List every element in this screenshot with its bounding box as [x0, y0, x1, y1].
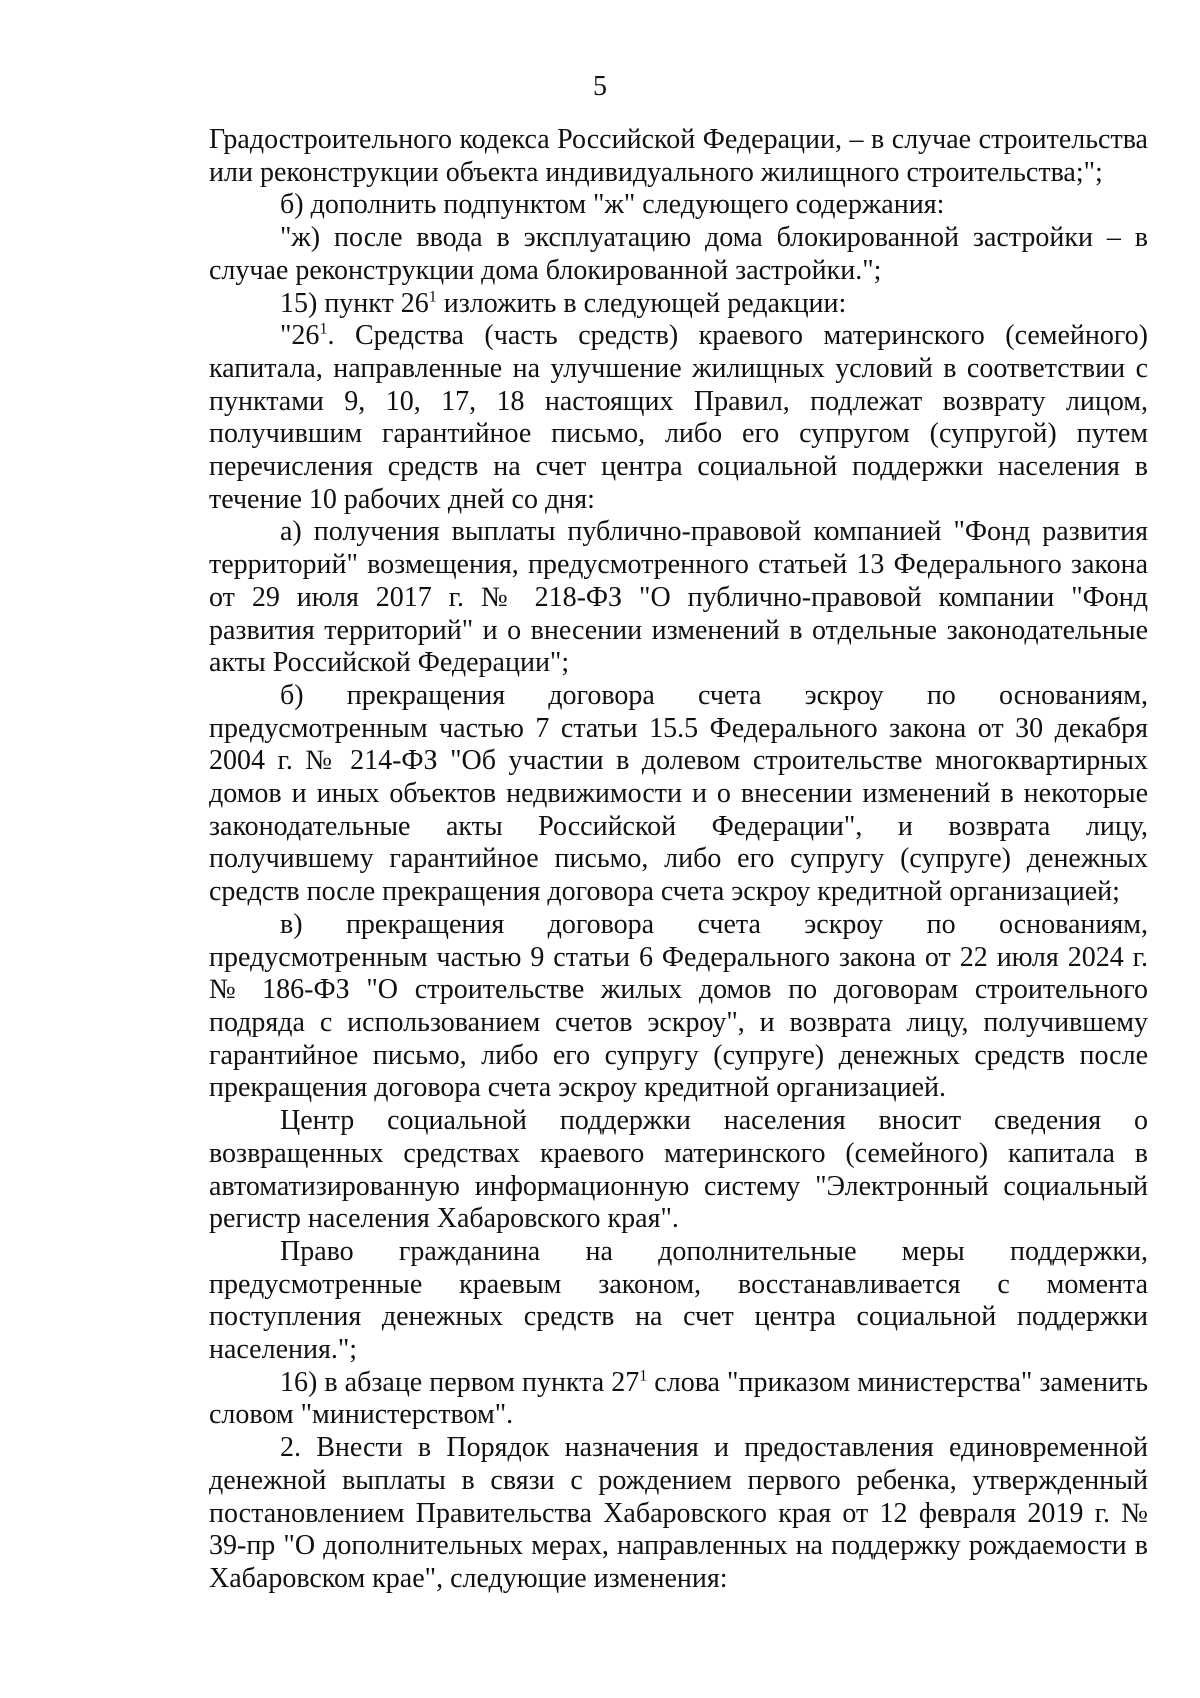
paragraph-item-2: 2. Внести в Порядок назначения и предоставления единовременной денежной выплаты в связи с рождением первого ребенка, утвержденный постановлением Правительства Хабаровского края от 12 февраля 2019 г. № 39-пр "О дополнительных мерах, направленных на поддержку рождаемости в Хабаровском крае", следующие изменения:: [209, 1432, 1148, 1594]
text-segment: "26: [280, 320, 320, 352]
paragraph-item-15: [209, 288, 1148, 321]
paragraph-subitem-b-termination: б) прекращения договора счета эскроу по основаниям, предусмотренным частью 7 статьи 15.5 Федерального закона от 30 декабря 2004 г. № 214-ФЗ "Об участии в долевом строительстве многоквартирных домов и иных объектов недвижимости и о внесении изменений в некоторые законодательные акты Российской Федерации", и возврата лицу, получившему гарантийное письмо, либо его супругу (супруге) денежных средств после прекращения договора счета эскроу кредитной организацией;: [209, 679, 1148, 908]
text-segment: . Средства (часть средств) краевого материнского (семейного) капитала, направленные на улучшение жилищных условий в соответствии с пунктами 9, 10, 17, 18 настоящих Правил, подлежат возврату лицом, получившим гарантийное письмо, либо его супругом (супругой) путем перечисления средств на счет центра социальной поддержки населения в течение 10 рабочих дней со дня:: [209, 320, 1148, 515]
paragraph-citizen-right: Право гражданина на дополнительные меры поддержки, предусмотренные краевым законом, восстанавливается с момента поступления денежных средств на счет центра социальной поддержки населения.";: [209, 1235, 1148, 1366]
paragraph-subitem-v: в) прекращения договора счета эскроу по основаниям, предусмотренным частью 9 статьи 6 Федерального закона от 22 июля 2024 г. № 186-ФЗ "О строительстве жилых домов по договорам строительного подряда с использованием счетов эскроу", и возврата лицу, получившему гарантийное письмо, либо его супругу (супруге) денежных средств после прекращения договора счета эскроу кредитной организацией.: [209, 908, 1148, 1104]
paragraph-item-16: [209, 1367, 1148, 1432]
superscript: 1: [639, 1367, 648, 1385]
superscript: 1: [319, 320, 328, 338]
superscript: 1: [428, 288, 437, 306]
document-body: [209, 124, 1148, 1596]
text-segment: изложить в следующей редакции:: [436, 287, 847, 319]
paragraph-subitem-b: б) дополнить подпунктом "ж" следующего содержания:: [280, 189, 945, 221]
paragraph-subitem-zh: "ж) после ввода в эксплуатацию дома блокированной застройки – в случае реконструкции дома блокированной застройки.";: [209, 222, 1148, 286]
paragraph-center-info: Центр социальной поддержки населения вносит сведения о возвращенных средствах краевого материнского (семейного) капитала в автоматизированную информационную систему "Электронный социальный регистр населения Хабаровского края".: [209, 1105, 1148, 1235]
text-segment: слова "приказом министерства" заменить словом "министерством".: [209, 1366, 1148, 1431]
text-segment: 15) пункт 26: [280, 287, 429, 319]
page-number: 5: [593, 71, 607, 102]
paragraph-point-26-1: [209, 320, 1148, 516]
paragraph-continuation: Градостроительного кодекса Российской Федерации, – в случае строительства или реконструкции объекта индивидуального жилищного строительства;";: [209, 124, 1148, 188]
text-segment: 16) в абзаце первом пункта 27: [280, 1366, 640, 1398]
paragraph-subitem-a: а) получения выплаты публично-правовой компанией "Фонд развития территорий" возмещения, предусмотренного статьей 13 Федерального закона от 29 июля 2017 г. № 218-ФЗ "О публично-правовой компании "Фонд развития территорий" и о внесении изменений в отдельные законодательные акты Российской Федерации";: [209, 516, 1148, 679]
